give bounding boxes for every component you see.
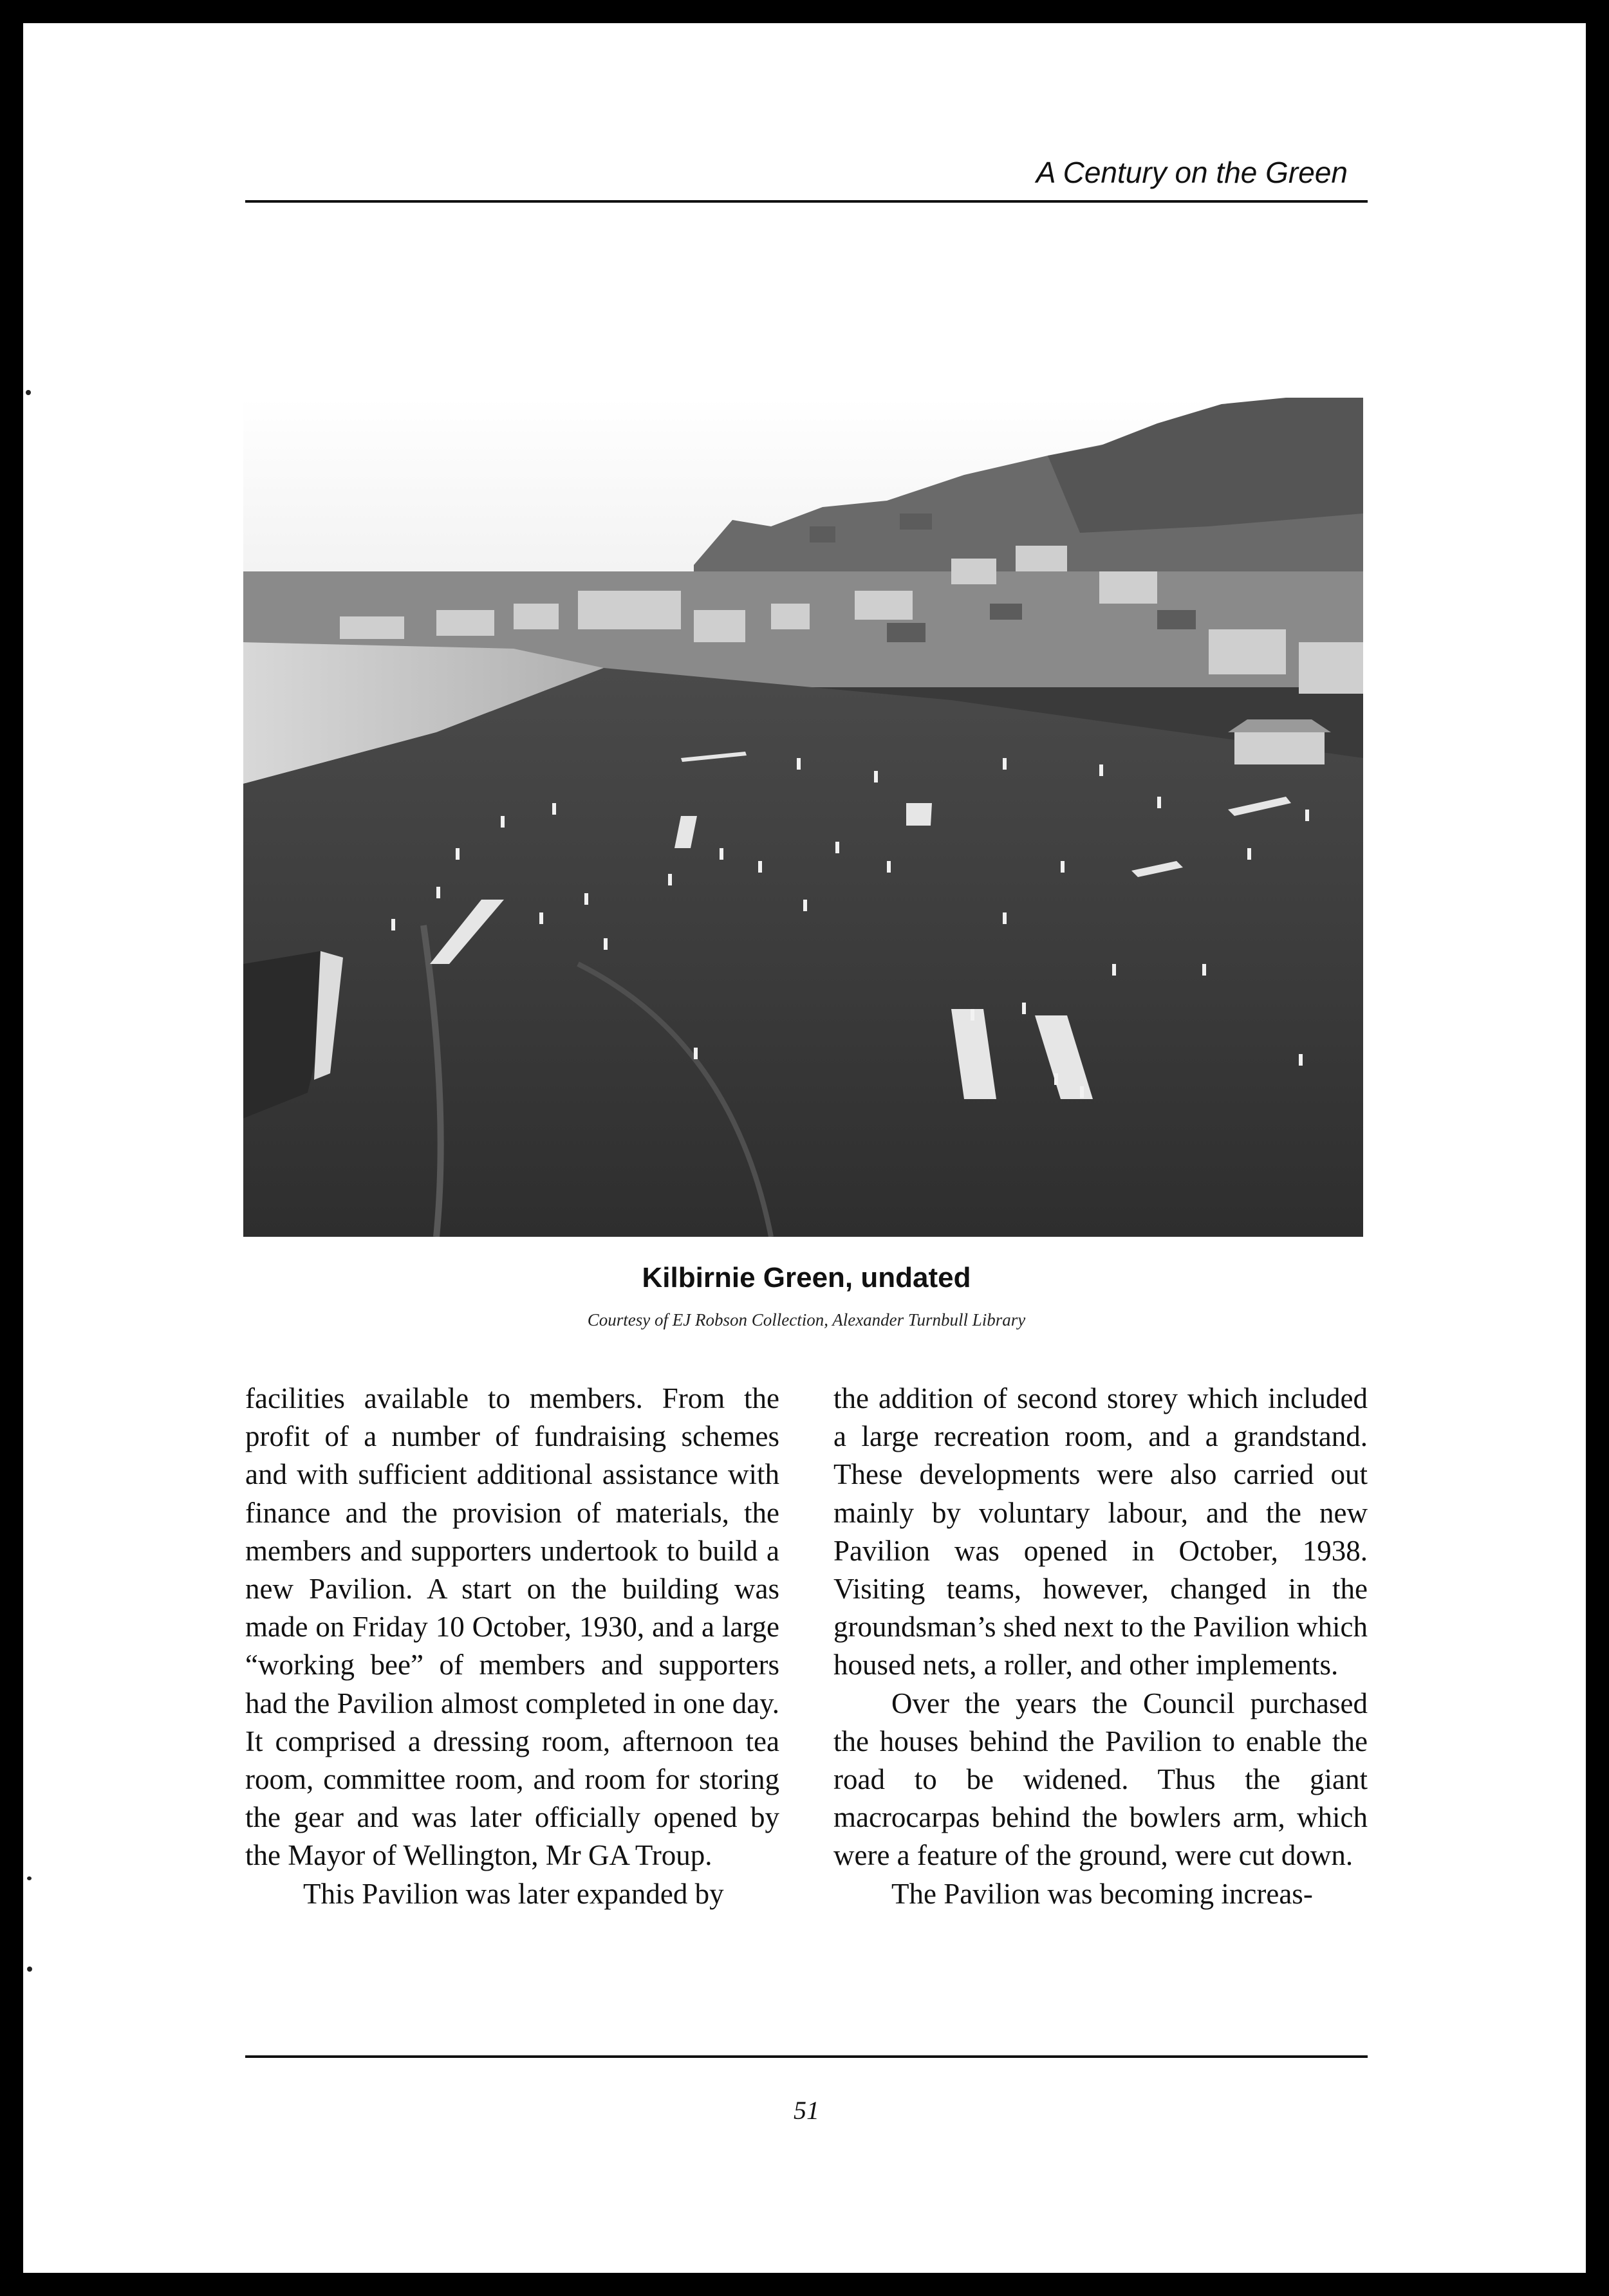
header-rule	[245, 200, 1368, 203]
photo-illustration	[243, 398, 1363, 1237]
running-head: A Century on the Green	[1036, 156, 1348, 189]
kilbirnie-green-photo	[243, 398, 1363, 1237]
scan-speck	[27, 1876, 32, 1880]
scan-speck	[27, 1967, 32, 1972]
footer-rule	[245, 2055, 1368, 2058]
paragraph: Over the years the Council purchased the houses behind the Pavilion to enable the road to be widened. Thus the giant macrocarpas behind the bowlers arm, which were a feature of the ground, were cut down.	[833, 1687, 1368, 1872]
cricket-field	[243, 668, 1363, 1237]
body-column-left	[245, 1380, 779, 1913]
paragraph: The Pavilion was becoming increas-	[891, 1877, 1313, 1910]
paragraph: the addition of second storey which included a large recreation room, and a grandstand. These developments were also carried out mainly by voluntary labour, and the new Pavilion was opened in October, 1938. Visiting teams, however, changed in the groundsman’s shed next to the Pavilion which housed nets, a roller, and other implements.	[833, 1382, 1368, 1681]
pavilion	[1234, 732, 1325, 764]
photo-caption-title: Kilbirnie Green, undated	[642, 1262, 971, 1293]
paragraph: This Pavilion was later expanded by	[303, 1877, 724, 1910]
document-page	[23, 23, 1586, 2273]
scan-speck	[26, 390, 31, 395]
paragraph: facilities available to members. From the profit of a number of fundraising schemes and with sufficient additional assistance with finance and the provision of materials, the members and supporters undertook to build a new Pavilion. A start on the building was made on Friday 10 October, 1930, and a large “working bee” of members and supporters had the Pavilion almost completed in one day. It comprised a dressing room, afternoon tea room, committee room, and room for storing the gear and was later officially opened by the Mayor of Wellington, Mr GA Troup.	[245, 1382, 779, 1872]
page-number: 51	[794, 2096, 819, 2125]
body-column-right	[833, 1380, 1368, 1913]
photo-caption-credit: Courtesy of EJ Robson Collection, Alexander Turnbull Library	[587, 1310, 1026, 1329]
